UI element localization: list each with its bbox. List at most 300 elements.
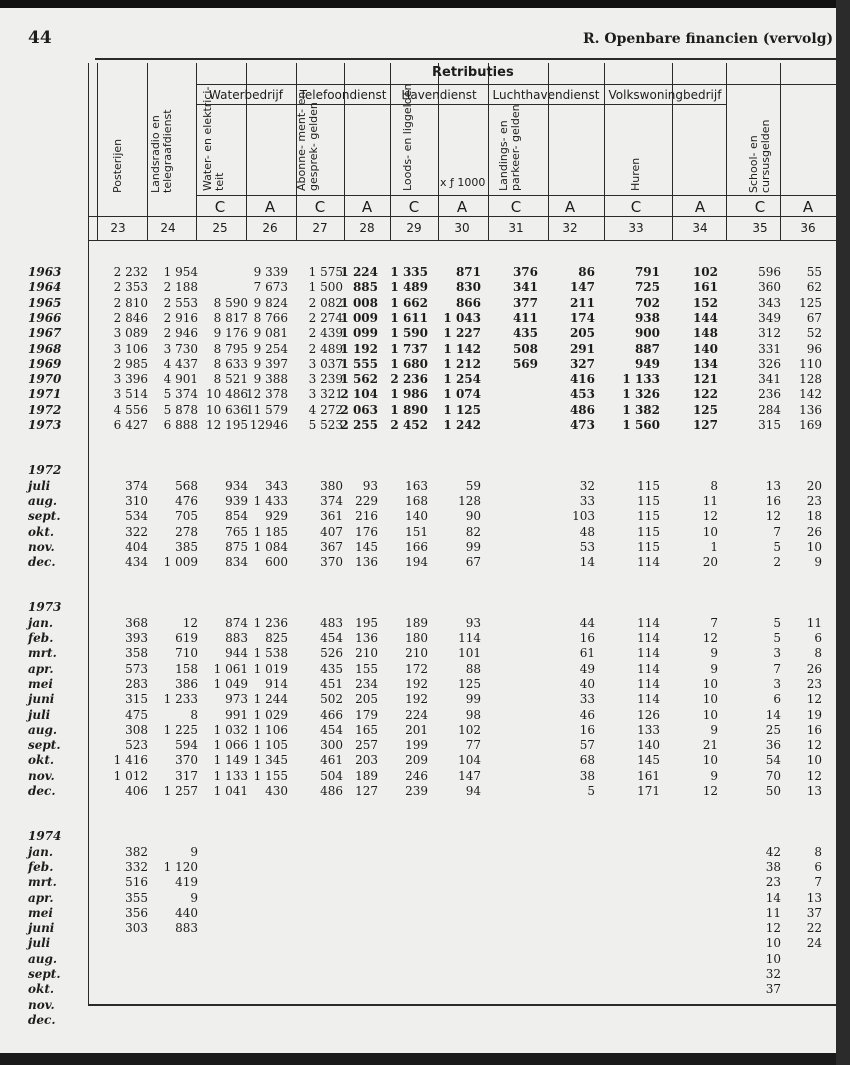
table-cell: 216	[355, 509, 378, 524]
table-cell: 23	[806, 676, 822, 691]
table-cell: 2 439	[308, 326, 343, 341]
table-cell: 596	[758, 265, 781, 279]
table-cell: 194	[405, 555, 428, 570]
table-cell: 19	[806, 707, 822, 722]
table-cell: 140	[692, 341, 718, 356]
table-cell: 9	[710, 722, 718, 737]
table-cell: 114	[637, 692, 660, 707]
table-cell: 16	[765, 493, 781, 508]
row-label: 1968	[28, 341, 62, 356]
table-row	[0, 662, 836, 677]
row-label: nov.	[28, 539, 55, 554]
table-cell: 3 396	[113, 372, 148, 387]
table-cell: 874	[225, 615, 248, 630]
table-cell: 110	[799, 356, 822, 371]
table-cell: 278	[175, 524, 198, 539]
column-title: Landsradio en telegraafdienst	[149, 109, 174, 193]
table-cell: 9 824	[253, 295, 288, 310]
table-cell: 434	[125, 555, 148, 570]
table-cell: 145	[637, 753, 660, 768]
cell-rule	[246, 196, 247, 241]
table-cell: 10	[702, 692, 718, 707]
table-cell: 136	[355, 555, 378, 570]
table-cell: 1 099	[340, 326, 378, 341]
table-cell: 37	[765, 982, 781, 997]
table-cell: 246	[405, 768, 428, 783]
table-cell: 114	[637, 615, 660, 630]
table-cell: 486	[320, 784, 343, 798]
table-cell: 6	[773, 692, 781, 707]
table-cell: 3 514	[113, 387, 148, 402]
table-cell: 1 242	[443, 418, 481, 432]
table-row	[0, 342, 836, 357]
table-cell: 1 106	[253, 722, 288, 737]
table-cell: 1 049	[213, 676, 248, 691]
table-cell: 8	[710, 478, 718, 493]
column-number: 36	[800, 221, 816, 235]
table-row	[0, 738, 836, 753]
table-cell: 12 378	[246, 387, 288, 402]
column-code: C	[314, 198, 326, 216]
table-cell: 38	[579, 768, 595, 783]
table-cell: 914	[265, 676, 288, 691]
table-cell: 12	[806, 768, 822, 783]
table-cell: 1 227	[443, 326, 481, 341]
table-row	[0, 967, 836, 982]
cell-rule	[672, 196, 673, 241]
table-cell: 12 195	[206, 418, 248, 432]
table-cell: 127	[692, 418, 718, 432]
table-cell: 854	[225, 509, 248, 524]
table-cell: 94	[465, 784, 481, 798]
column-number: 26	[262, 221, 278, 235]
table-cell: 210	[355, 646, 378, 661]
table-row	[0, 509, 836, 524]
table-cell: 144	[692, 310, 718, 325]
table-cell: 151	[405, 524, 428, 539]
column-title: Landings- en parkeer- gelden	[497, 104, 522, 191]
table-cell: 9 176	[213, 326, 248, 341]
table-cell: 3	[773, 676, 781, 691]
cell-rule	[488, 196, 489, 241]
table-cell: 195	[355, 615, 378, 630]
table-row	[0, 403, 836, 418]
table-cell: 115	[637, 524, 660, 539]
table-cell: 18	[806, 509, 822, 524]
table-cell: 291	[569, 341, 595, 356]
table-cell: 9 339	[253, 265, 288, 279]
column-number: 24	[160, 221, 176, 235]
table-cell: 5 878	[163, 402, 198, 417]
table-cell: 382	[125, 844, 148, 859]
column-number: 34	[692, 221, 708, 235]
table-cell: 128	[799, 372, 822, 387]
table-row	[0, 479, 836, 494]
table-cell: 134	[692, 356, 718, 371]
table-cell: 1 433	[253, 493, 288, 508]
column-title: School- en cursusgelden	[747, 119, 772, 193]
table-cell: 5	[773, 615, 781, 630]
cell-rule	[726, 196, 727, 241]
row-label: nov.	[28, 997, 55, 1012]
table-cell: 99	[465, 539, 481, 554]
table-cell: 9	[814, 555, 822, 570]
table-row	[0, 372, 836, 387]
table-cell: 136	[355, 631, 378, 645]
table-cell: 114	[637, 661, 660, 676]
table-cell: 875	[225, 539, 248, 554]
table-cell: 2 104	[340, 387, 378, 402]
table-cell: 166	[405, 539, 428, 554]
table-cell: 125	[799, 295, 822, 310]
table-cell: 98	[465, 707, 481, 722]
table-cell: 102	[692, 265, 718, 279]
table-cell: 2	[773, 555, 781, 570]
row-label: okt.	[28, 982, 55, 997]
table-cell: 9 397	[253, 356, 288, 371]
row-label: 1970	[28, 372, 62, 387]
table-cell: 33	[579, 692, 595, 707]
table-cell: 33	[579, 493, 595, 508]
table-cell: 830	[455, 280, 481, 295]
table-cell: 3 037	[308, 356, 343, 371]
table-cell: 454	[320, 631, 343, 645]
table-cell: 99	[465, 692, 481, 707]
table-cell: 12	[765, 921, 781, 936]
row-label: 1971	[28, 387, 62, 402]
table-cell: 10	[702, 676, 718, 691]
table-cell: 14	[579, 555, 595, 570]
table-cell: 1 155	[253, 768, 288, 783]
table-cell: 5 374	[163, 387, 198, 402]
table-cell: 883	[225, 631, 248, 645]
table-cell: 725	[634, 280, 660, 295]
table-cell: 1 032	[213, 722, 248, 737]
table-cell: 9 388	[253, 372, 288, 387]
table-cell: 1 326	[622, 387, 660, 402]
column-code: A	[694, 198, 706, 216]
row-label: apr.	[28, 890, 54, 905]
table-cell: 356	[125, 905, 148, 920]
table-cell: 12	[765, 509, 781, 524]
table-cell: 303	[125, 921, 148, 936]
table-cell: 523	[125, 738, 148, 753]
table-cell: 2 274	[308, 310, 343, 325]
table-cell: 133	[637, 722, 660, 737]
table-cell: 9 081	[253, 326, 288, 341]
row-label: 1963	[28, 265, 62, 279]
table-cell: 454	[320, 722, 343, 737]
table-cell: 10	[806, 539, 822, 554]
page-number: 44	[28, 28, 52, 48]
table-cell: 37	[806, 905, 822, 920]
table-cell: 161	[692, 280, 718, 295]
column-code: C	[630, 198, 642, 216]
table-cell: 453	[569, 387, 595, 402]
table-cell: 1 120	[163, 859, 198, 874]
table-cell: 568	[175, 478, 198, 493]
table-row	[0, 357, 836, 372]
table-cell: 2 063	[340, 402, 378, 417]
table-cell: 5 523	[308, 418, 343, 432]
table-row	[0, 387, 836, 402]
column-title: Huren	[629, 157, 642, 191]
table-cell: 1 084	[253, 539, 288, 554]
table-cell: 25	[765, 722, 781, 737]
table-row	[0, 418, 836, 433]
table-cell: 93	[465, 615, 481, 630]
table-cell: 50	[765, 784, 781, 798]
table-cell: 42	[765, 844, 781, 859]
table-cell: 949	[634, 356, 660, 371]
table-cell: 1 244	[253, 692, 288, 707]
table-row	[0, 692, 836, 707]
table-cell: 5	[773, 539, 781, 554]
table-cell: 944	[225, 646, 248, 661]
column-group-title: Telefoondienst	[299, 88, 387, 102]
table-cell: 534	[125, 509, 148, 524]
column-code: A	[456, 198, 468, 216]
table-cell: 114	[458, 631, 481, 645]
table-cell: 1 008	[340, 295, 378, 310]
cell-rule	[548, 196, 549, 241]
column-code: C	[214, 198, 226, 216]
column-code: C	[754, 198, 766, 216]
table-cell: 569	[512, 356, 538, 371]
table-cell: 380	[320, 478, 343, 493]
table-cell: 3 106	[113, 341, 148, 356]
table-cell: 1 954	[163, 265, 198, 279]
table-cell: 145	[355, 539, 378, 554]
table-cell: 2 916	[163, 310, 198, 325]
table-cell: 10 486	[206, 387, 248, 402]
table-cell: 1 105	[253, 738, 288, 753]
table-cell: 705	[175, 509, 198, 524]
table-cell: 332	[125, 859, 148, 874]
table-cell: 115	[637, 493, 660, 508]
table-cell: 44	[579, 615, 595, 630]
table-cell: 12	[702, 631, 718, 645]
table-cell: 234	[355, 676, 378, 691]
table-cell: 179	[355, 707, 378, 722]
table-cell: 2 846	[113, 310, 148, 325]
table-cell: 6 888	[163, 418, 198, 432]
code-rule	[196, 195, 836, 196]
table-cell: 155	[355, 661, 378, 676]
table-cell: 3 089	[113, 326, 148, 341]
row-label: mrt.	[28, 875, 57, 890]
table-cell: 1 254	[443, 372, 481, 387]
table-row	[0, 311, 836, 326]
column-title: Abonne- ment- en gesprek- gelden	[295, 91, 320, 191]
table-cell: 46	[579, 707, 595, 722]
table-cell: 377	[512, 295, 538, 310]
table-cell: 142	[799, 387, 822, 402]
table-cell: 483	[320, 615, 343, 630]
table-cell: 4 272	[308, 402, 343, 417]
table-cell: 93	[362, 478, 378, 493]
table-cell: 1 737	[390, 341, 428, 356]
table-cell: 1 149	[213, 753, 248, 768]
row-label: nov.	[28, 768, 55, 783]
table-cell: 9	[190, 844, 198, 859]
row-label: feb.	[28, 631, 54, 645]
table-cell: 114	[637, 676, 660, 691]
table-cell: 3 321	[308, 387, 343, 402]
table-cell: 385	[175, 539, 198, 554]
table-cell: 140	[405, 509, 428, 524]
table-cell: 2 553	[163, 295, 198, 310]
table-cell: 1 061	[213, 661, 248, 676]
table-cell: 1 335	[390, 265, 428, 279]
table-cell: 1 041	[213, 784, 248, 798]
table-cell: 885	[352, 280, 378, 295]
cell-rule	[438, 196, 439, 241]
table-cell: 791	[634, 265, 660, 279]
table-cell: 169	[799, 418, 822, 432]
table-cell: 86	[578, 265, 595, 279]
table-cell: 934	[225, 478, 248, 493]
table-cell: 114	[637, 555, 660, 570]
table-row	[0, 891, 836, 906]
table-cell: 147	[569, 280, 595, 295]
document-page	[0, 8, 836, 1053]
table-cell: 1 345	[253, 753, 288, 768]
table-cell: 361	[320, 509, 343, 524]
header-top-rule	[95, 58, 836, 60]
table-cell: 24	[806, 936, 822, 951]
table-cell: 10	[765, 951, 781, 966]
table-cell: 900	[634, 326, 660, 341]
table-cell: 189	[355, 768, 378, 783]
table-cell: 12	[182, 615, 198, 630]
table-cell: 210	[405, 646, 428, 661]
table-cell: 38	[765, 859, 781, 874]
table-cell: 103	[572, 509, 595, 524]
table-cell: 96	[806, 341, 822, 356]
row-label: sept.	[28, 738, 61, 753]
column-code: A	[264, 198, 276, 216]
table-cell: 168	[405, 493, 428, 508]
table-cell: 1 680	[390, 356, 428, 371]
table-cell: 1 236	[253, 615, 288, 630]
table-cell: 59	[465, 478, 481, 493]
column-number: 29	[406, 221, 422, 235]
table-cell: 192	[405, 676, 428, 691]
table-cell: 54	[765, 753, 781, 768]
row-label: feb.	[28, 859, 54, 874]
table-cell: 1 074	[443, 387, 481, 402]
table-cell: 152	[692, 295, 718, 310]
table-cell: 1 233	[163, 692, 198, 707]
table-cell: 376	[512, 265, 538, 279]
table-cell: 102	[458, 722, 481, 737]
table-cell: 180	[405, 631, 428, 645]
table-cell: 322	[125, 524, 148, 539]
table-row	[0, 998, 836, 1013]
table-cell: 6	[814, 859, 822, 874]
table-cell: 140	[637, 738, 660, 753]
table-row	[0, 296, 836, 311]
row-label: sept.	[28, 509, 61, 524]
table-cell: 126	[637, 707, 660, 722]
table-cell: 600	[265, 555, 288, 570]
table-cell: 310	[125, 493, 148, 508]
column-title: Loods- en liggelden	[401, 83, 414, 191]
column-number: 32	[562, 221, 578, 235]
table-cell: 67	[806, 310, 822, 325]
cell-rule	[780, 196, 781, 241]
column-code: A	[361, 198, 373, 216]
table-cell: 973	[225, 692, 248, 707]
unit-label: x ƒ 1000	[440, 176, 486, 189]
row-label: 1972	[28, 402, 62, 417]
table-cell: 486	[569, 402, 595, 417]
table-cell: 1 662	[390, 295, 428, 310]
table-row	[0, 646, 836, 661]
table-cell: 14	[765, 707, 781, 722]
table-cell: 283	[125, 676, 148, 691]
table-cell: 508	[512, 341, 538, 356]
table-cell: 10	[765, 936, 781, 951]
table-cell: 1 560	[622, 418, 660, 432]
column-number: 23	[110, 221, 126, 235]
table-row	[0, 708, 836, 723]
table-cell: 176	[355, 524, 378, 539]
table-cell: 2 255	[340, 418, 378, 432]
table-cell: 4 901	[163, 372, 198, 387]
table-cell: 158	[175, 661, 198, 676]
table-cell: 88	[465, 661, 481, 676]
table-cell: 1 489	[390, 280, 428, 295]
table-cell: 13	[806, 784, 822, 798]
column-group-title: Havendienst	[401, 88, 477, 102]
table-cell: 1 133	[213, 768, 248, 783]
table-cell: 8	[190, 707, 198, 722]
table-cell: 1 185	[253, 524, 288, 539]
row-label: jan.	[28, 615, 54, 630]
column-code: A	[802, 198, 814, 216]
table-cell: 48	[579, 524, 595, 539]
column-number: 25	[212, 221, 228, 235]
row-label: juli	[28, 936, 51, 951]
table-cell: 938	[634, 310, 660, 325]
table-cell: 165	[355, 722, 378, 737]
table-cell: 3 239	[308, 372, 343, 387]
table-cell: 393	[125, 631, 148, 645]
table-cell: 172	[405, 661, 428, 676]
column-rule	[147, 63, 148, 241]
table-cell: 12	[702, 784, 718, 798]
table-cell: 7 673	[253, 280, 288, 295]
table-cell: 13	[765, 478, 781, 493]
table-cell: 104	[458, 753, 481, 768]
num-rule-top	[88, 216, 836, 217]
table-cell: 161	[637, 768, 660, 783]
running-head: R. Openbare financien (vervolg)	[583, 31, 834, 47]
table-row	[0, 723, 836, 738]
table-cell: 7	[773, 524, 781, 539]
table-cell: 8 795	[213, 341, 248, 356]
table-row	[0, 860, 836, 875]
table-cell: 2 810	[113, 295, 148, 310]
table-row	[0, 280, 836, 295]
table-cell: 1 009	[163, 555, 198, 570]
table-cell: 2 353	[113, 280, 148, 295]
table-cell: 2 232	[113, 265, 148, 279]
table-cell: 23	[765, 875, 781, 890]
table-cell: 16	[806, 722, 822, 737]
